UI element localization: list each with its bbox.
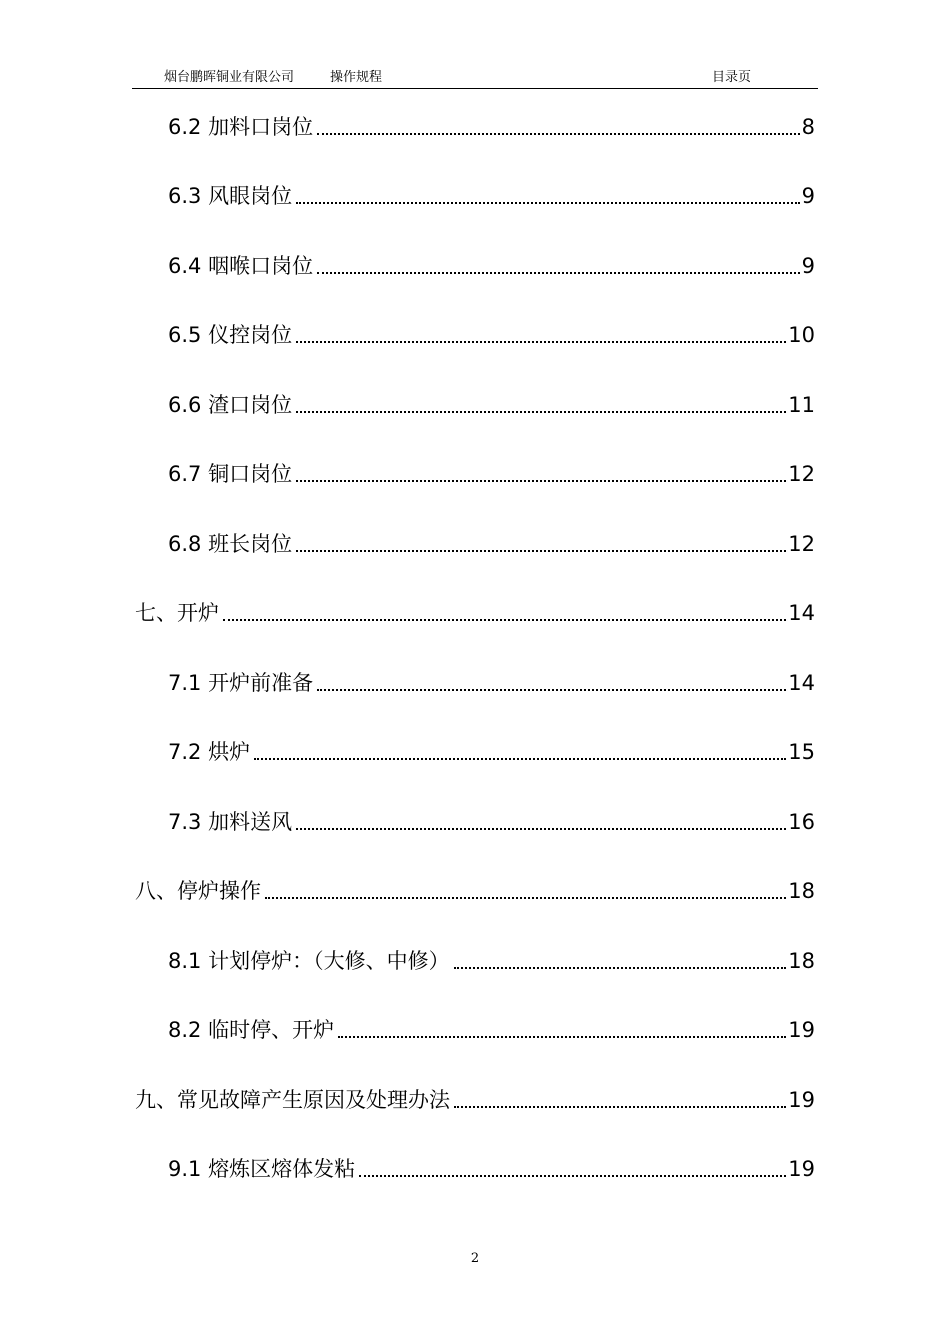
toc-dot-leader xyxy=(317,112,800,142)
toc-entry[interactable] xyxy=(168,946,815,976)
toc-entry[interactable] xyxy=(168,529,815,559)
toc-entry-page: 9 xyxy=(801,184,815,208)
toc-entry-label: 6.5 仪控岗位 xyxy=(168,323,293,347)
toc-entry-page: 12 xyxy=(788,462,815,486)
toc-entry-page: 11 xyxy=(788,393,815,417)
page-number: 2 xyxy=(470,1251,480,1266)
toc-entry[interactable] xyxy=(168,807,815,837)
toc-dot-leader xyxy=(317,251,800,281)
toc-entry-page: 14 xyxy=(788,671,815,695)
toc-entry[interactable] xyxy=(168,251,815,281)
toc-entry[interactable] xyxy=(168,390,815,420)
toc-dot-leader xyxy=(296,390,786,420)
toc-entry-label: 9.1 熔炼区熔体发粘 xyxy=(168,1157,356,1181)
toc-entry-page: 19 xyxy=(788,1157,815,1181)
toc-entry-page: 12 xyxy=(788,532,815,556)
toc-entry[interactable] xyxy=(168,1015,815,1045)
toc-entry-page: 9 xyxy=(801,254,815,278)
toc-dot-leader xyxy=(296,459,786,489)
toc-entry[interactable] xyxy=(168,1154,815,1184)
toc-entry-label: 6.4 咽喉口岗位 xyxy=(168,254,314,278)
toc-entry-page: 18 xyxy=(788,949,815,973)
toc-entry-label: 8.2 临时停、开炉 xyxy=(168,1018,335,1042)
document-title: 操作规程 xyxy=(330,70,383,85)
toc-entry-page: 16 xyxy=(788,810,815,834)
toc-chapter-entry[interactable] xyxy=(135,598,815,628)
toc-entry-label: 九、常见故障产生原因及处理办法 xyxy=(135,1088,450,1112)
toc-dot-leader xyxy=(296,320,786,350)
toc-dot-leader xyxy=(338,1015,786,1045)
toc-entry-label: 八、停炉操作 xyxy=(135,879,261,903)
toc-dot-leader xyxy=(359,1154,786,1184)
toc-entry-label: 6.8 班长岗位 xyxy=(168,532,293,556)
toc-chapter-entry[interactable] xyxy=(135,876,815,906)
toc-entry-page: 19 xyxy=(788,1018,815,1042)
toc-dot-leader xyxy=(454,1085,786,1115)
toc-entry[interactable] xyxy=(168,737,815,767)
toc-entry-label: 6.3 风眼岗位 xyxy=(168,184,293,208)
toc-dot-leader xyxy=(317,668,786,698)
company-name: 烟台鹏晖铜业有限公司 xyxy=(164,70,295,85)
toc-entry-page: 14 xyxy=(788,601,815,625)
toc-dot-leader xyxy=(265,876,786,906)
toc-entry-label: 6.2 加料口岗位 xyxy=(168,115,314,139)
toc-entry-label: 7.1 开炉前准备 xyxy=(168,671,314,695)
toc-entry-label: 6.6 渣口岗位 xyxy=(168,393,293,417)
toc-dot-leader xyxy=(454,946,787,976)
toc-entry-label: 7.2 烘炉 xyxy=(168,740,251,764)
toc-entry-label: 七、开炉 xyxy=(135,601,219,625)
toc-entry-page: 10 xyxy=(788,323,815,347)
toc-dot-leader xyxy=(296,807,786,837)
toc-entry-label: 7.3 加料送风 xyxy=(168,810,293,834)
toc-entry-label: 6.7 铜口岗位 xyxy=(168,462,293,486)
toc-entry-page: 15 xyxy=(788,740,815,764)
toc-entry[interactable] xyxy=(168,181,815,211)
toc-entry[interactable] xyxy=(168,668,815,698)
toc-dot-leader xyxy=(296,529,786,559)
toc-entry-page: 8 xyxy=(801,115,815,139)
toc-entry-page: 19 xyxy=(788,1088,815,1112)
page-header xyxy=(132,68,818,89)
toc-entry-label: 8.1 计划停炉：（大修、中修） xyxy=(168,949,450,973)
toc-entry-page: 18 xyxy=(788,879,815,903)
toc-dot-leader xyxy=(223,598,786,628)
toc-dot-leader xyxy=(254,737,786,767)
toc-entry[interactable] xyxy=(168,459,815,489)
toc-chapter-entry[interactable] xyxy=(135,1085,815,1115)
toc-dot-leader xyxy=(296,181,800,211)
toc-entry[interactable] xyxy=(168,112,815,142)
section-label: 目录页 xyxy=(712,70,752,85)
toc-entry[interactable] xyxy=(168,320,815,350)
